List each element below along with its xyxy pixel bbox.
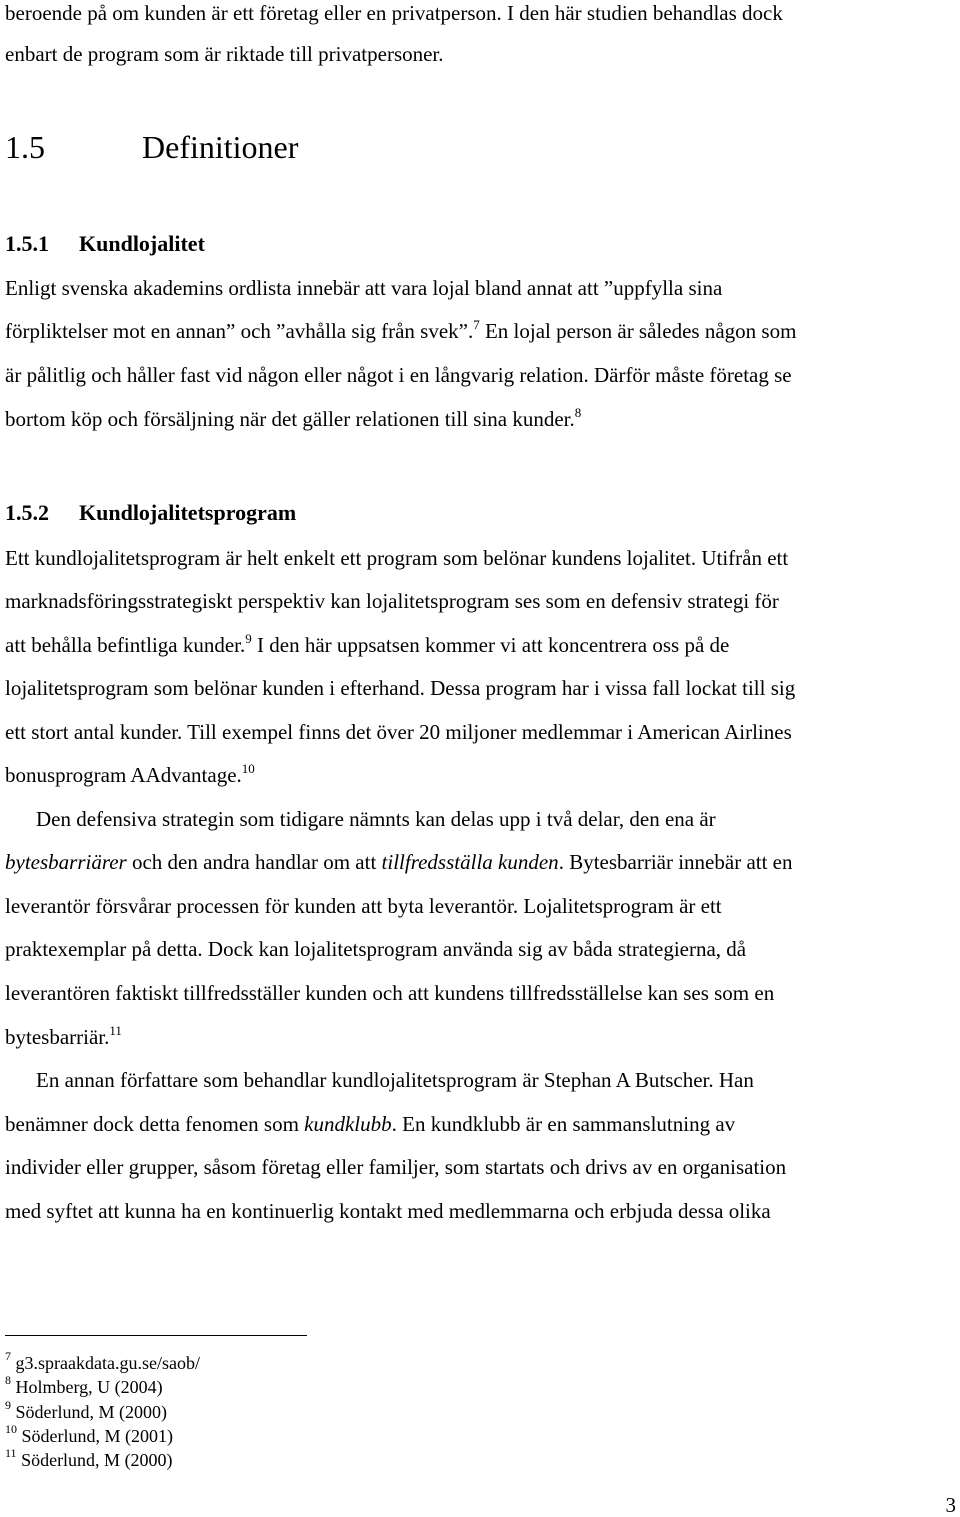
- footnote: [5, 1349, 200, 1374]
- paragraph-line: [5, 406, 581, 432]
- text-run: bortom köp och försäljning när det gäller relationen till sina kunder.: [5, 407, 575, 431]
- text-run: . Bytesbarriär innebär att en: [558, 850, 793, 874]
- italic-term: bytesbarriärer: [5, 850, 127, 874]
- footnote-ref: 8: [574, 405, 582, 420]
- italic-term: tillfredsställa kunden: [381, 850, 559, 874]
- paragraph-line: Enligt svenska akademins ordlista innebär att vara lojal bland annat att ”uppfylla sina: [5, 276, 723, 300]
- italic-term: kundklubb: [304, 1112, 392, 1136]
- footnote-text: Söderlund, M (2001): [21, 1426, 173, 1446]
- footnote-number: 9: [5, 1398, 11, 1412]
- subsection-heading-1-5-1: [5, 230, 205, 258]
- footnote-number: 8: [5, 1373, 11, 1387]
- footnote-number: 11: [5, 1446, 17, 1460]
- paragraph-line: [5, 318, 796, 344]
- paragraph-line: leverantören faktiskt tillfredsställer kunden och att kundens tillfredsställelse kan ses som en: [5, 981, 775, 1005]
- subsection-heading-1-5-2: [5, 499, 296, 527]
- footnote-separator: [5, 1335, 307, 1336]
- subsection-number: 1.5.1: [5, 231, 49, 256]
- section-title: Definitioner: [142, 129, 299, 165]
- page-number: 3: [945, 1493, 956, 1517]
- subsection-title: Kundlojalitetsprogram: [79, 500, 297, 525]
- paragraph-line: [5, 762, 255, 788]
- footnote-number: 7: [5, 1349, 11, 1363]
- footnote-text: Söderlund, M (2000): [15, 1402, 167, 1422]
- footnote-text: Söderlund, M (2000): [21, 1450, 173, 1470]
- section-heading-1-5: [5, 128, 298, 166]
- footnote-ref: 11: [109, 1023, 122, 1038]
- paragraph-line: [5, 849, 793, 875]
- paragraph-line: [5, 632, 729, 658]
- footnote-number: 10: [5, 1422, 17, 1436]
- text-run: bonusprogram AAdvantage.: [5, 763, 242, 787]
- footnote: [5, 1446, 173, 1471]
- footnote-ref: 7: [473, 317, 480, 332]
- footnote: [5, 1422, 173, 1447]
- paragraph-line: marknadsföringsstrategiskt perspektiv kan lojalitetsprogram ses som en defensiv strategi för: [5, 589, 779, 613]
- paragraph-line: individer eller grupper, såsom företag eller familjer, som startats och drivs av en organisation: [5, 1155, 787, 1179]
- text-run: benämner dock detta fenomen som: [5, 1112, 305, 1136]
- paragraph-line: En annan författare som behandlar kundlojalitetsprogram är Stephan A Butscher. Han: [36, 1068, 754, 1092]
- paragraph-line: Ett kundlojalitetsprogram är helt enkelt ett program som belönar kundens lojalitet. Utifrån ett: [5, 546, 789, 570]
- section-number: 1.5: [5, 129, 45, 165]
- paragraph-line: leverantör försvårar processen för kunden att byta leverantör. Lojalitetsprogram är ett: [5, 894, 722, 918]
- subsection-number: 1.5.2: [5, 500, 49, 525]
- intro-line-1: beroende på om kunden är ett företag eller en privatperson. I den här studien behandlas dock: [5, 1, 783, 25]
- footnote-ref: 9: [245, 631, 252, 646]
- paragraph-line: ett stort antal kunder. Till exempel finns det över 20 miljoner medlemmar i American Airlines: [5, 720, 792, 744]
- paragraph-line: med syftet att kunna ha en kontinuerlig kontakt med medlemmarna och erbjuda dessa olika: [5, 1199, 771, 1223]
- footnote-text: g3.spraakdata.gu.se/saob/: [15, 1353, 200, 1373]
- subsection-title: Kundlojalitet: [79, 231, 205, 256]
- paragraph-line: lojalitetsprogram som belönar kunden i efterhand. Dessa program har i vissa fall lockat till sig: [5, 676, 796, 700]
- footnote: [5, 1373, 163, 1398]
- paragraph-line: är pålitlig och håller fast vid någon eller något i en långvarig relation. Därför måste företag se: [5, 363, 792, 387]
- paragraph-line: praktexemplar på detta. Dock kan lojalitetsprogram använda sig av båda strategierna, då: [5, 937, 747, 961]
- footnote-text: Holmberg, U (2004): [15, 1377, 163, 1397]
- intro-line-2: enbart de program som är riktade till privatpersoner.: [5, 42, 444, 66]
- paragraph-line: [5, 1111, 735, 1137]
- footnote: [5, 1398, 167, 1423]
- paragraph-line: [5, 1024, 122, 1050]
- footnote-ref: 10: [241, 761, 255, 776]
- text-run: En lojal person är således någon som: [479, 319, 797, 343]
- text-run: I den här uppsatsen kommer vi att koncentrera oss på de: [251, 633, 730, 657]
- text-run: att behålla befintliga kunder.: [5, 633, 246, 657]
- paragraph-line: Den defensiva strategin som tidigare nämnts kan delas upp i två delar, den ena är: [36, 807, 716, 831]
- text-run: förpliktelser mot en annan” och ”avhålla sig från svek”.: [5, 319, 474, 343]
- text-run: . En kundklubb är en sammanslutning av: [391, 1112, 736, 1136]
- text-run: och den andra handlar om att: [126, 850, 382, 874]
- text-run: bytesbarriär.: [5, 1025, 110, 1049]
